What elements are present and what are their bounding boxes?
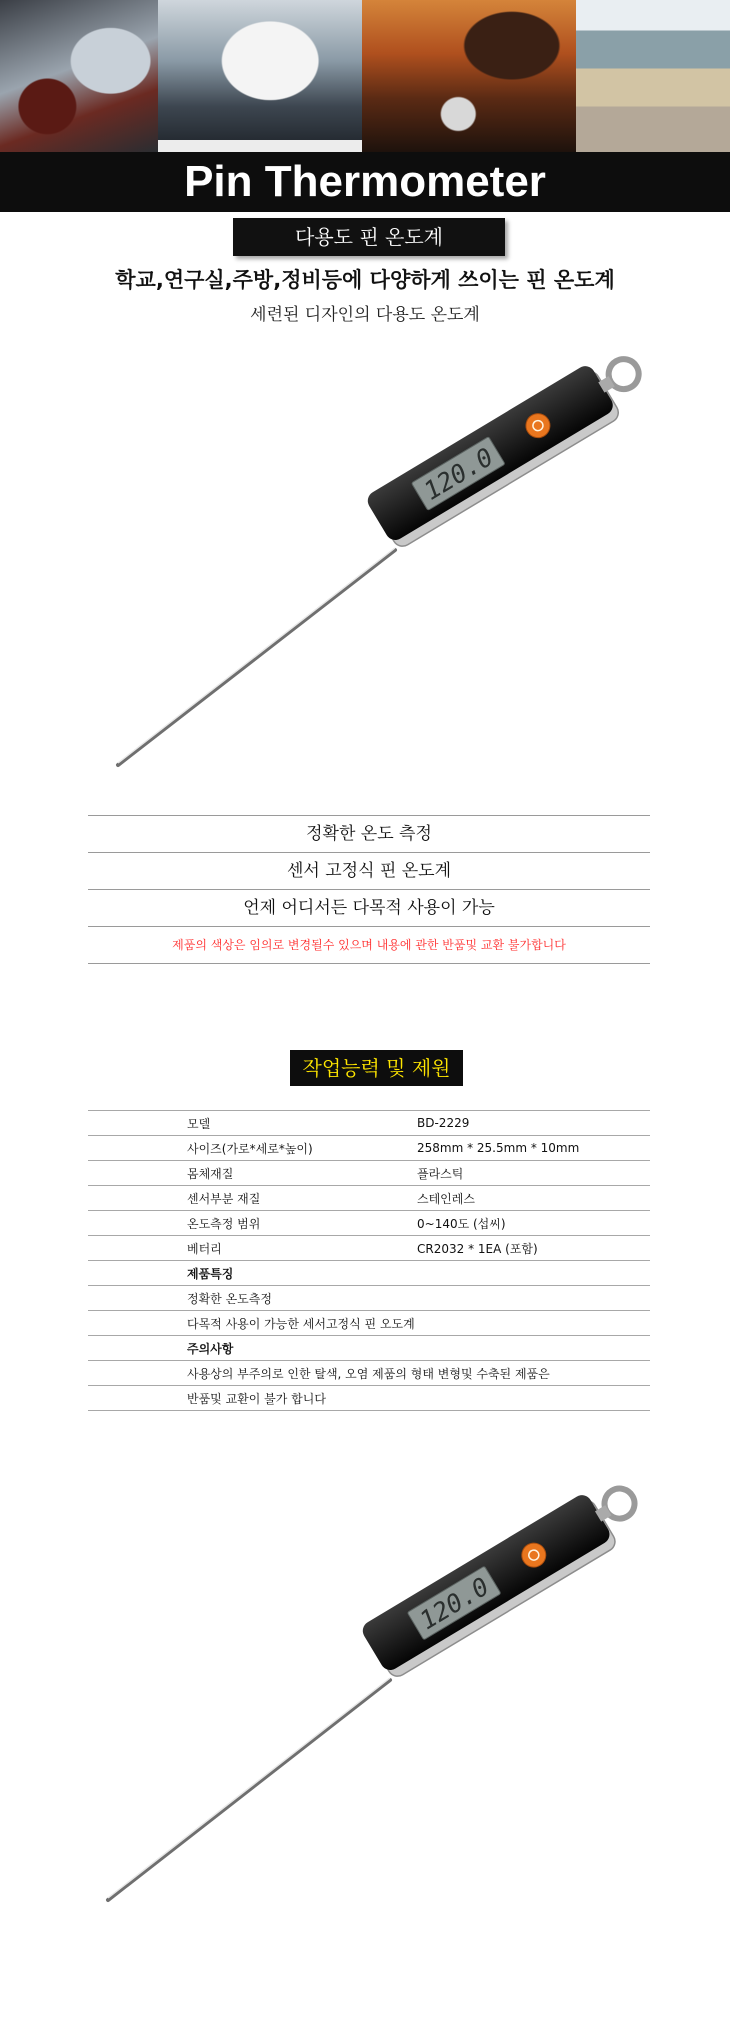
spec-section-title: 작업능력 및 제원 — [290, 1050, 463, 1086]
table-row — [88, 1211, 650, 1236]
spec-label: 베터리 — [88, 1236, 417, 1261]
spec-table — [88, 1110, 650, 1411]
banner-title: Pin Thermometer — [184, 157, 546, 206]
hero-photo-lab — [158, 0, 362, 152]
table-row — [88, 1361, 650, 1386]
spec-value — [417, 1261, 650, 1286]
spec-value: 258mm * 25.5mm * 10mm — [417, 1136, 650, 1161]
table-row — [88, 1111, 650, 1136]
spec-value — [417, 1336, 650, 1361]
spec-label: 반품및 교환이 불가 합니다 — [88, 1386, 650, 1411]
spec-label: 사용상의 부주의로 인한 탈색, 오염 제품의 형태 변형및 수축된 제품은 — [88, 1361, 650, 1386]
probe-rod — [108, 1680, 390, 1900]
spec-label: 모델 — [88, 1111, 417, 1136]
spec-value: 0~140도 (섭씨) — [417, 1211, 650, 1236]
feature-item: 정확한 온도 측정 — [88, 815, 650, 852]
table-row — [88, 1136, 650, 1161]
banner-title-bar — [0, 152, 730, 212]
spec-label: 다목적 사용이 가능한 세서고정식 핀 오도계 — [88, 1311, 650, 1336]
lcd-reading: 120.0 — [414, 1571, 495, 1636]
table-row — [88, 1336, 650, 1361]
table-row — [88, 1311, 650, 1336]
subline: 세련된 디자인의 다용도 온도계 — [250, 305, 480, 325]
table-row — [88, 1286, 650, 1311]
feature-item: 센서 고정식 핀 온도계 — [88, 852, 650, 889]
lcd-reading: 120.0 — [418, 442, 499, 506]
hero-photo-strip — [0, 0, 730, 152]
hero-photo-workshop — [0, 0, 158, 152]
table-row — [88, 1186, 650, 1211]
feature-item: 언제 어디서든 다목적 사용이 가능 — [88, 889, 650, 926]
probe-rod — [118, 550, 395, 765]
spec-value: CR2032 * 1EA (포함) — [417, 1236, 650, 1261]
thermometer-image-top — [100, 345, 670, 775]
table-row — [88, 1386, 650, 1411]
spec-label: 센서부분 재질 — [88, 1186, 417, 1211]
spec-value: 플라스틱 — [417, 1161, 650, 1186]
spec-label: 몸체재질 — [88, 1161, 417, 1186]
spec-label: 제품특징 — [88, 1261, 417, 1286]
hero-photo-kitchen — [362, 0, 576, 152]
table-row — [88, 1261, 650, 1286]
table-row — [88, 1161, 650, 1186]
headline: 학교,연구실,주방,정비등에 다양하게 쓰이는 핀 온도계 — [115, 268, 615, 292]
table-row — [88, 1236, 650, 1261]
notice-text: 제품의 색상은 임의로 변경될수 있으며 내용에 관한 반품및 교환 불가합니다 — [88, 926, 650, 964]
spec-value: 스테인레스 — [417, 1186, 650, 1211]
hero-photo-school — [576, 0, 730, 152]
spec-label: 사이즈(가로*세로*높이) — [88, 1136, 417, 1161]
product-name-tag: 다용도 핀 온도계 — [233, 218, 505, 256]
spec-value: BD-2229 — [417, 1111, 650, 1136]
spec-label: 정확한 온도측정 — [88, 1286, 417, 1311]
spec-label: 온도측정 범위 — [88, 1211, 417, 1236]
spec-value — [417, 1286, 650, 1311]
spec-label: 주의사항 — [88, 1336, 417, 1361]
thermometer-image-bottom — [90, 1470, 670, 1910]
feature-list — [88, 815, 650, 964]
